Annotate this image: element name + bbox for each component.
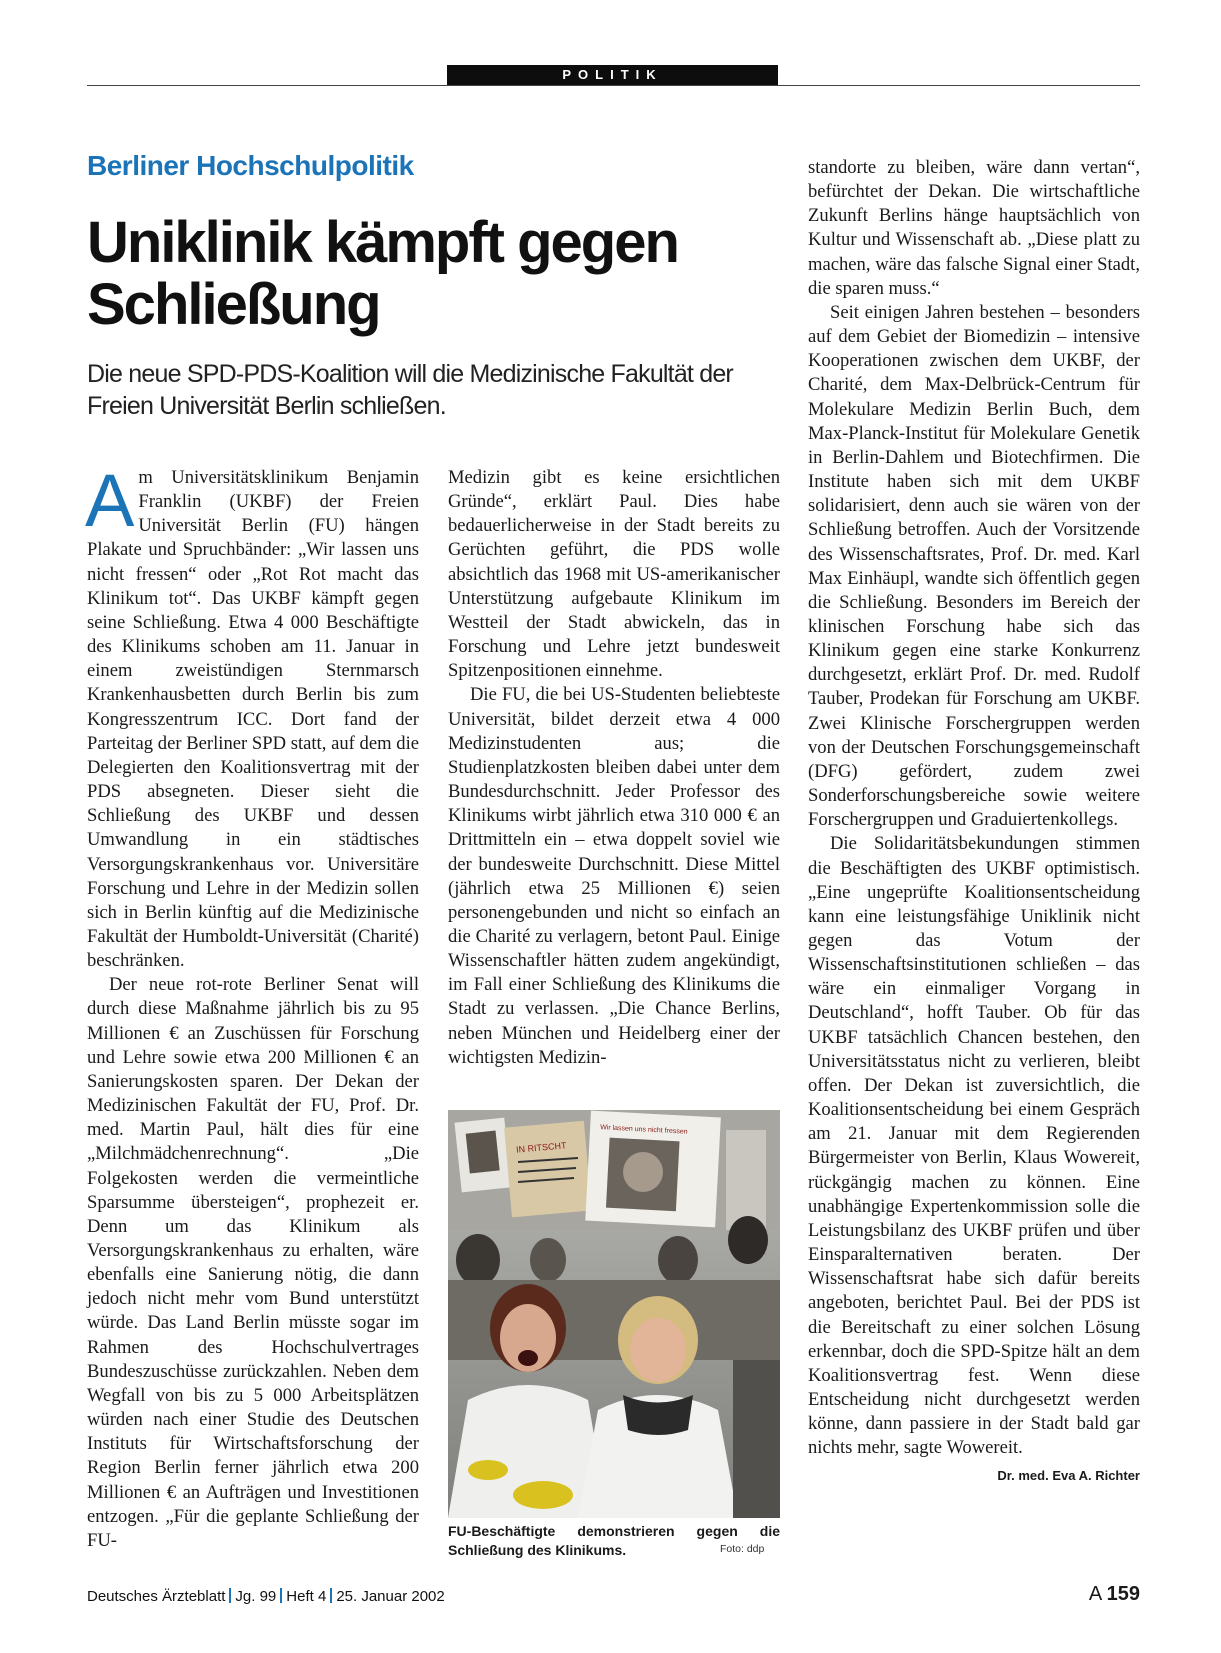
paragraph: standorte zu bleiben, wäre dann vertan“, befürchtet der Dekan. Die wirtschaftliche Zukunft Berlins hänge hauptsächlich von Kultur und Wissenschaft ab. „Diese platt zu machen, wäre das falsche Signal einer Stadt, die sparen muss.“ bbox=[808, 157, 1140, 299]
paragraph bbox=[808, 832, 1140, 1484]
paragraph: Medizin gibt es keine ersichtlichen Gründe“, erklärt Paul. Dies habe bedauerlicherweise in der Stadt bereits zu Gerüchten geführt, die PDS wolle absichtlich das 1968 mit US-amerikanischer Unterstützung aufgebaute Klinikum im Westteil der Stadt abwickeln, das in Forschung und Lehre jetzt bundesweit Spitzenpositionen einnehme. bbox=[448, 467, 780, 682]
paragraph: Die FU, die bei US-Studenten beliebteste Universität, bildet derzeit etwa 4 000 Medizinstudenten aus; die Studienplatzkosten bleiben dabei unter dem Bundesdurchschnitt. Jeder Professor des Klinikums wirbt jährlich etwa 310 000 € an Drittmitteln ein – etwa doppelt soviel wie der bundesweite Durchschnitt. Diese Mittel (jährlich etwa 25 Millionen €) seien personengebunden und nicht so einfach an die Charité zu verlagern, betont Paul. Einige Wissenschaftler hätten zudem angekündigt, im Fall einer Schließung des Klinikums die Stadt zu verlassen. „Die Chance Berlins, neben München und Heidelberg einer der wichtigsten Medizin- bbox=[448, 684, 780, 1068]
sign-text: IN RITSCHT bbox=[515, 1140, 567, 1155]
paragraph-text: Die Solidaritätsbekundungen stimmen die Beschäftigten des UKBF optimistisch. „Eine ungeprüfte Koalitionsentscheidung kann eine leistungsfähige Uniklinik nicht gegen das Votum der Wissenschaftsinstitutionen schließen – das wäre ein einmaliger Vorgang in Deutschland“, hofft Tauber. Ob für das UKBF tatsächlich Chancen bestehen, den Universitätsstatus nicht zu verlieren, bleibt offen. Der Dekan ist zuversichtlich, die Koalitionsentscheidung bei einem Gespräch am 21. Januar mit dem Regierenden Bürgermeister von Berlin, Klaus Wowereit, rückgängig machen zu können. Eine unabhängige Expertenkommission solle die Leistungsbilanz des UKBF prüfen und über Einsparalternativen beraten. Der Wissenschaftsrat habe sich dafür bereits angeboten, berichtet Paul. Bei der PDS ist die Bereitschaft zu einer solchen Lösung erkennbar, doch die SPD-Spitze hält an dem Koalitionsvertrag fest. Wenn diese Entscheidung nicht durchgesetzt werden könne, dann passiere in der Stadt bald gar nichts mehr, sagte Wowereit. bbox=[808, 833, 1140, 1459]
header-rule bbox=[87, 85, 1140, 86]
journal-volume: Jg. 99 bbox=[235, 1588, 277, 1605]
dropcap: A bbox=[85, 459, 135, 542]
demonstration-photo bbox=[448, 1110, 780, 1518]
journal-issue: Heft 4 bbox=[286, 1588, 327, 1605]
paragraph-text: m Universitätsklinikum Benjamin Franklin (UKBF) der Freien Universität Berlin (FU) hängen Plakate und Spruchbänder: „Wir lassen uns nicht fressen“ oder „Rot Rot macht das Klinikum tot“. Das UKBF kämpft gegen seine Schließung. Etwa 4 000 Beschäftigte des Klinikums schoben am 11. Januar in einem zweistündigen Sternmarsch Krankenhausbetten durch Berlin bis zum Kongresszentrum ICC. Dort fand der Parteitag der Berliner SPD statt, auf dem die Delegierten den Koalitionsvertrag mit der PDS absegneten. Dieser sieht die Schließung des UKBF und dessen Umwandlung in ein städtisches Versorgungskrankenhaus vor. Universitäre Forschung und Lehre in der Medizin sollen sich in Berlin künftig auf die Medizinische Fakultät der Humboldt-Universität (Charité) beschränken. bbox=[87, 467, 419, 972]
article-column-1 bbox=[85, 459, 419, 1556]
deck: Die neue SPD-PDS-Koalition will die Medizinische Fakultät der Freien Universität Berlin schließen. bbox=[87, 360, 733, 420]
footer-separator bbox=[330, 1588, 332, 1603]
protest-sign-left bbox=[454, 1118, 511, 1193]
author-signature: Dr. med. Eva A. Richter bbox=[997, 1468, 1140, 1484]
headline: Uniklinik kämpft gegen Schließung bbox=[87, 210, 678, 337]
footer-separator bbox=[229, 1588, 231, 1603]
page-prefix: A bbox=[1088, 1583, 1102, 1605]
journal-date: 25. Januar 2002 bbox=[336, 1588, 445, 1605]
kicker: Berliner Hochschulpolitik bbox=[87, 150, 414, 181]
sign-text: Wir lassen uns nicht fressen bbox=[599, 1124, 688, 1136]
footer-separator bbox=[280, 1588, 282, 1603]
section-rubric: POLITIK bbox=[447, 65, 778, 85]
page-number bbox=[1089, 1583, 1140, 1606]
article-column-3 bbox=[808, 156, 1140, 1546]
article-column-2 bbox=[448, 466, 780, 1101]
footer bbox=[87, 1588, 445, 1605]
protest-sign-right bbox=[585, 1111, 721, 1228]
paragraph: Seit einigen Jahren bestehen – besonders auf dem Gebiet der Biomedizin – intensive Kooperationen zwischen dem UKBF, der Charité, dem Max-Delbrück-Centrum für Molekulare Medizin Berlin Buch, dem Max-Planck-Institut für Molekulare Genetik in Berlin-Dahlem und Biotechfirmen. Die Institute haben sich mit dem UKBF solidarisiert, denn auch sie wären von der Schließung betroffen. Auch der Vorsitzende des Wissenschaftsrates, Prof. Dr. med. Karl Max Einhäupl, wandte sich öffentlich gegen die Schließung. Besonders im Bereich der klinischen Forschung habe sich das Klinikum gegen eine starke Konkurrenz durchgesetzt, erklärt Prof. Dr. med. Rudolf Tauber, Prodekan für Forschung am UKBF. Zwei Klinische Forschergruppen werden von der Deutschen Forschungsgemeinschaft (DFG) gefördert, zudem zwei Sonderforschungsbereiche sowie weitere Forschergruppen und Graduiertenkollegs. bbox=[808, 301, 1140, 831]
photo-caption: FU-Beschäftigte demonstrieren gegen die Schließung des Klinikums. bbox=[448, 1523, 780, 1558]
paragraph bbox=[85, 459, 419, 973]
demonstration-photo-illustration bbox=[448, 1110, 780, 1518]
protest-sign-center bbox=[504, 1121, 592, 1218]
paragraph: Der neue rot-rote Berliner Senat will durch diese Maßnahme jährlich bis zu 95 Millionen € an Zuschüssen für Forschung und Lehre sowie etwa 200 Millionen € an Sanierungskosten sparen. Der Dekan der Medizinischen Fakultät der FU, Prof. Dr. med. Martin Paul, hält dies für eine „Milchmädchenrechnung“. „Die Folgekosten werden die vermeintliche Sparsumme übersteigen“, prophezeit er. Denn um das Klinikum als Versorgungskrankenhaus zu erhalten, wäre ebenfalls eine Sanierung nötig, die dann jedoch nicht mehr vom Bund unterstützt würde. Das Land Berlin müsste sogar im Rahmen des Hochschulvertrages Bundeszuschüsse zurückzahlen. Neben dem Wegfall von bis zu 5 000 Arbeitsplätzen würden nach einer Studie des Deutschen Instituts für Wirtschaftsforschung der Region Berlin ferner jährlich etwa 200 Millionen € an Aufträgen und Investitionen entzogen. „Für die geplante Schließung der FU- bbox=[87, 974, 419, 1551]
journal-name: Deutsches Ärzteblatt bbox=[87, 1588, 226, 1605]
page-number-value: 159 bbox=[1106, 1583, 1140, 1605]
photo-credit: Foto: ddp bbox=[720, 1543, 765, 1555]
